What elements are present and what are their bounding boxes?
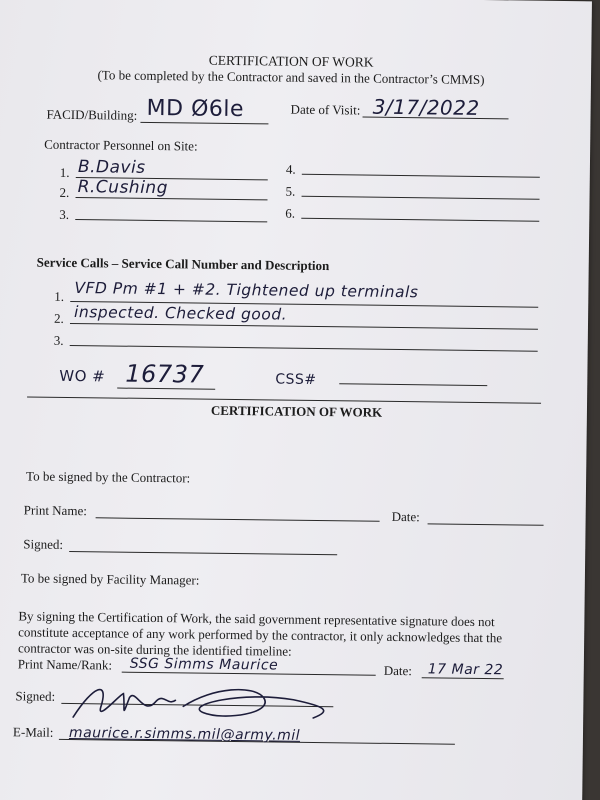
contractor-signed-label: Signed: — [23, 536, 64, 552]
personnel-line-2 — [76, 197, 268, 200]
service-calls-heading: Service Calls – Service Call Number and Description — [36, 254, 330, 274]
personnel-value-2: R.Cushing — [77, 177, 169, 199]
facid-label: FACID/Building: — [46, 106, 138, 123]
personnel-line-4 — [302, 174, 540, 178]
form-subtitle: (To be completed by the Contractor and saved in the Contractor’s CMMS) — [97, 67, 485, 88]
wo-value: 16737 — [125, 359, 205, 389]
service-call-num-2: 2. — [53, 310, 64, 326]
fm-date-value: 17 Mar 22 — [427, 661, 504, 679]
email-value: maurice.r.simms.mil@army.mil — [68, 724, 301, 744]
personnel-num-4: 4. — [285, 161, 296, 177]
date-of-visit-label: Date of Visit: — [290, 101, 361, 118]
disclaimer-line-1: By signing the Certification of Work, the said government representative signature does not — [18, 608, 495, 630]
disclaimer-line-3: contractor was on-site during the identified timeline: — [17, 640, 292, 659]
personnel-line-3 — [75, 219, 267, 222]
form-title: CERTIFICATION OF WORK — [208, 52, 374, 70]
personnel-heading: Contractor Personnel on Site: — [44, 136, 198, 154]
personnel-num-6: 6. — [285, 205, 296, 221]
certification-heading: CERTIFICATION OF WORK — [210, 402, 383, 420]
service-call-num-1: 1. — [54, 288, 65, 304]
facid-line — [140, 122, 268, 125]
email-label: E-Mail: — [12, 724, 54, 740]
personnel-num-5: 5. — [285, 183, 296, 199]
personnel-num-3: 3. — [59, 206, 70, 222]
fm-date-label: Date: — [383, 662, 413, 679]
disclaimer-line-2: constitute acceptance of any work performed by the contractor, it only acknowledges that the — [18, 624, 503, 646]
service-call-value-2: inspected. Checked good. — [74, 303, 288, 324]
personnel-line-5 — [302, 196, 540, 200]
personnel-num-1: 1. — [59, 164, 70, 180]
personnel-line-6 — [301, 218, 539, 222]
css-line — [339, 383, 487, 386]
service-call-line-2 — [70, 323, 538, 330]
service-call-line-3 — [70, 345, 538, 352]
contractor-signed-line — [69, 551, 337, 555]
print-name-line — [96, 517, 380, 521]
css-label: CSS# — [275, 371, 317, 388]
facility-manager-label: To be signed by Facility Manager: — [20, 570, 200, 588]
date-of-visit-value: 3/17/2022 — [372, 94, 480, 120]
contractor-sign-label: To be signed by the Contractor: — [26, 468, 191, 486]
wo-label: WO # — [59, 366, 106, 386]
service-call-value-1: VFD Pm #1 + #2. Tightened up terminals — [74, 279, 419, 302]
fm-signed-label: Signed: — [15, 688, 56, 704]
print-rank-label: Print Name/Rank: — [17, 656, 113, 673]
personnel-value-1: B.Davis — [77, 157, 146, 178]
contractor-date-label: Date: — [391, 508, 420, 525]
facid-handwritten-value: MD Ø6le — [146, 95, 245, 123]
contractor-date-line — [428, 523, 544, 525]
personnel-num-2: 2. — [59, 184, 70, 200]
print-rank-value: SSG Simms Maurice — [129, 655, 279, 674]
print-name-label: Print Name: — [23, 502, 87, 519]
service-call-num-3: 3. — [53, 332, 64, 348]
